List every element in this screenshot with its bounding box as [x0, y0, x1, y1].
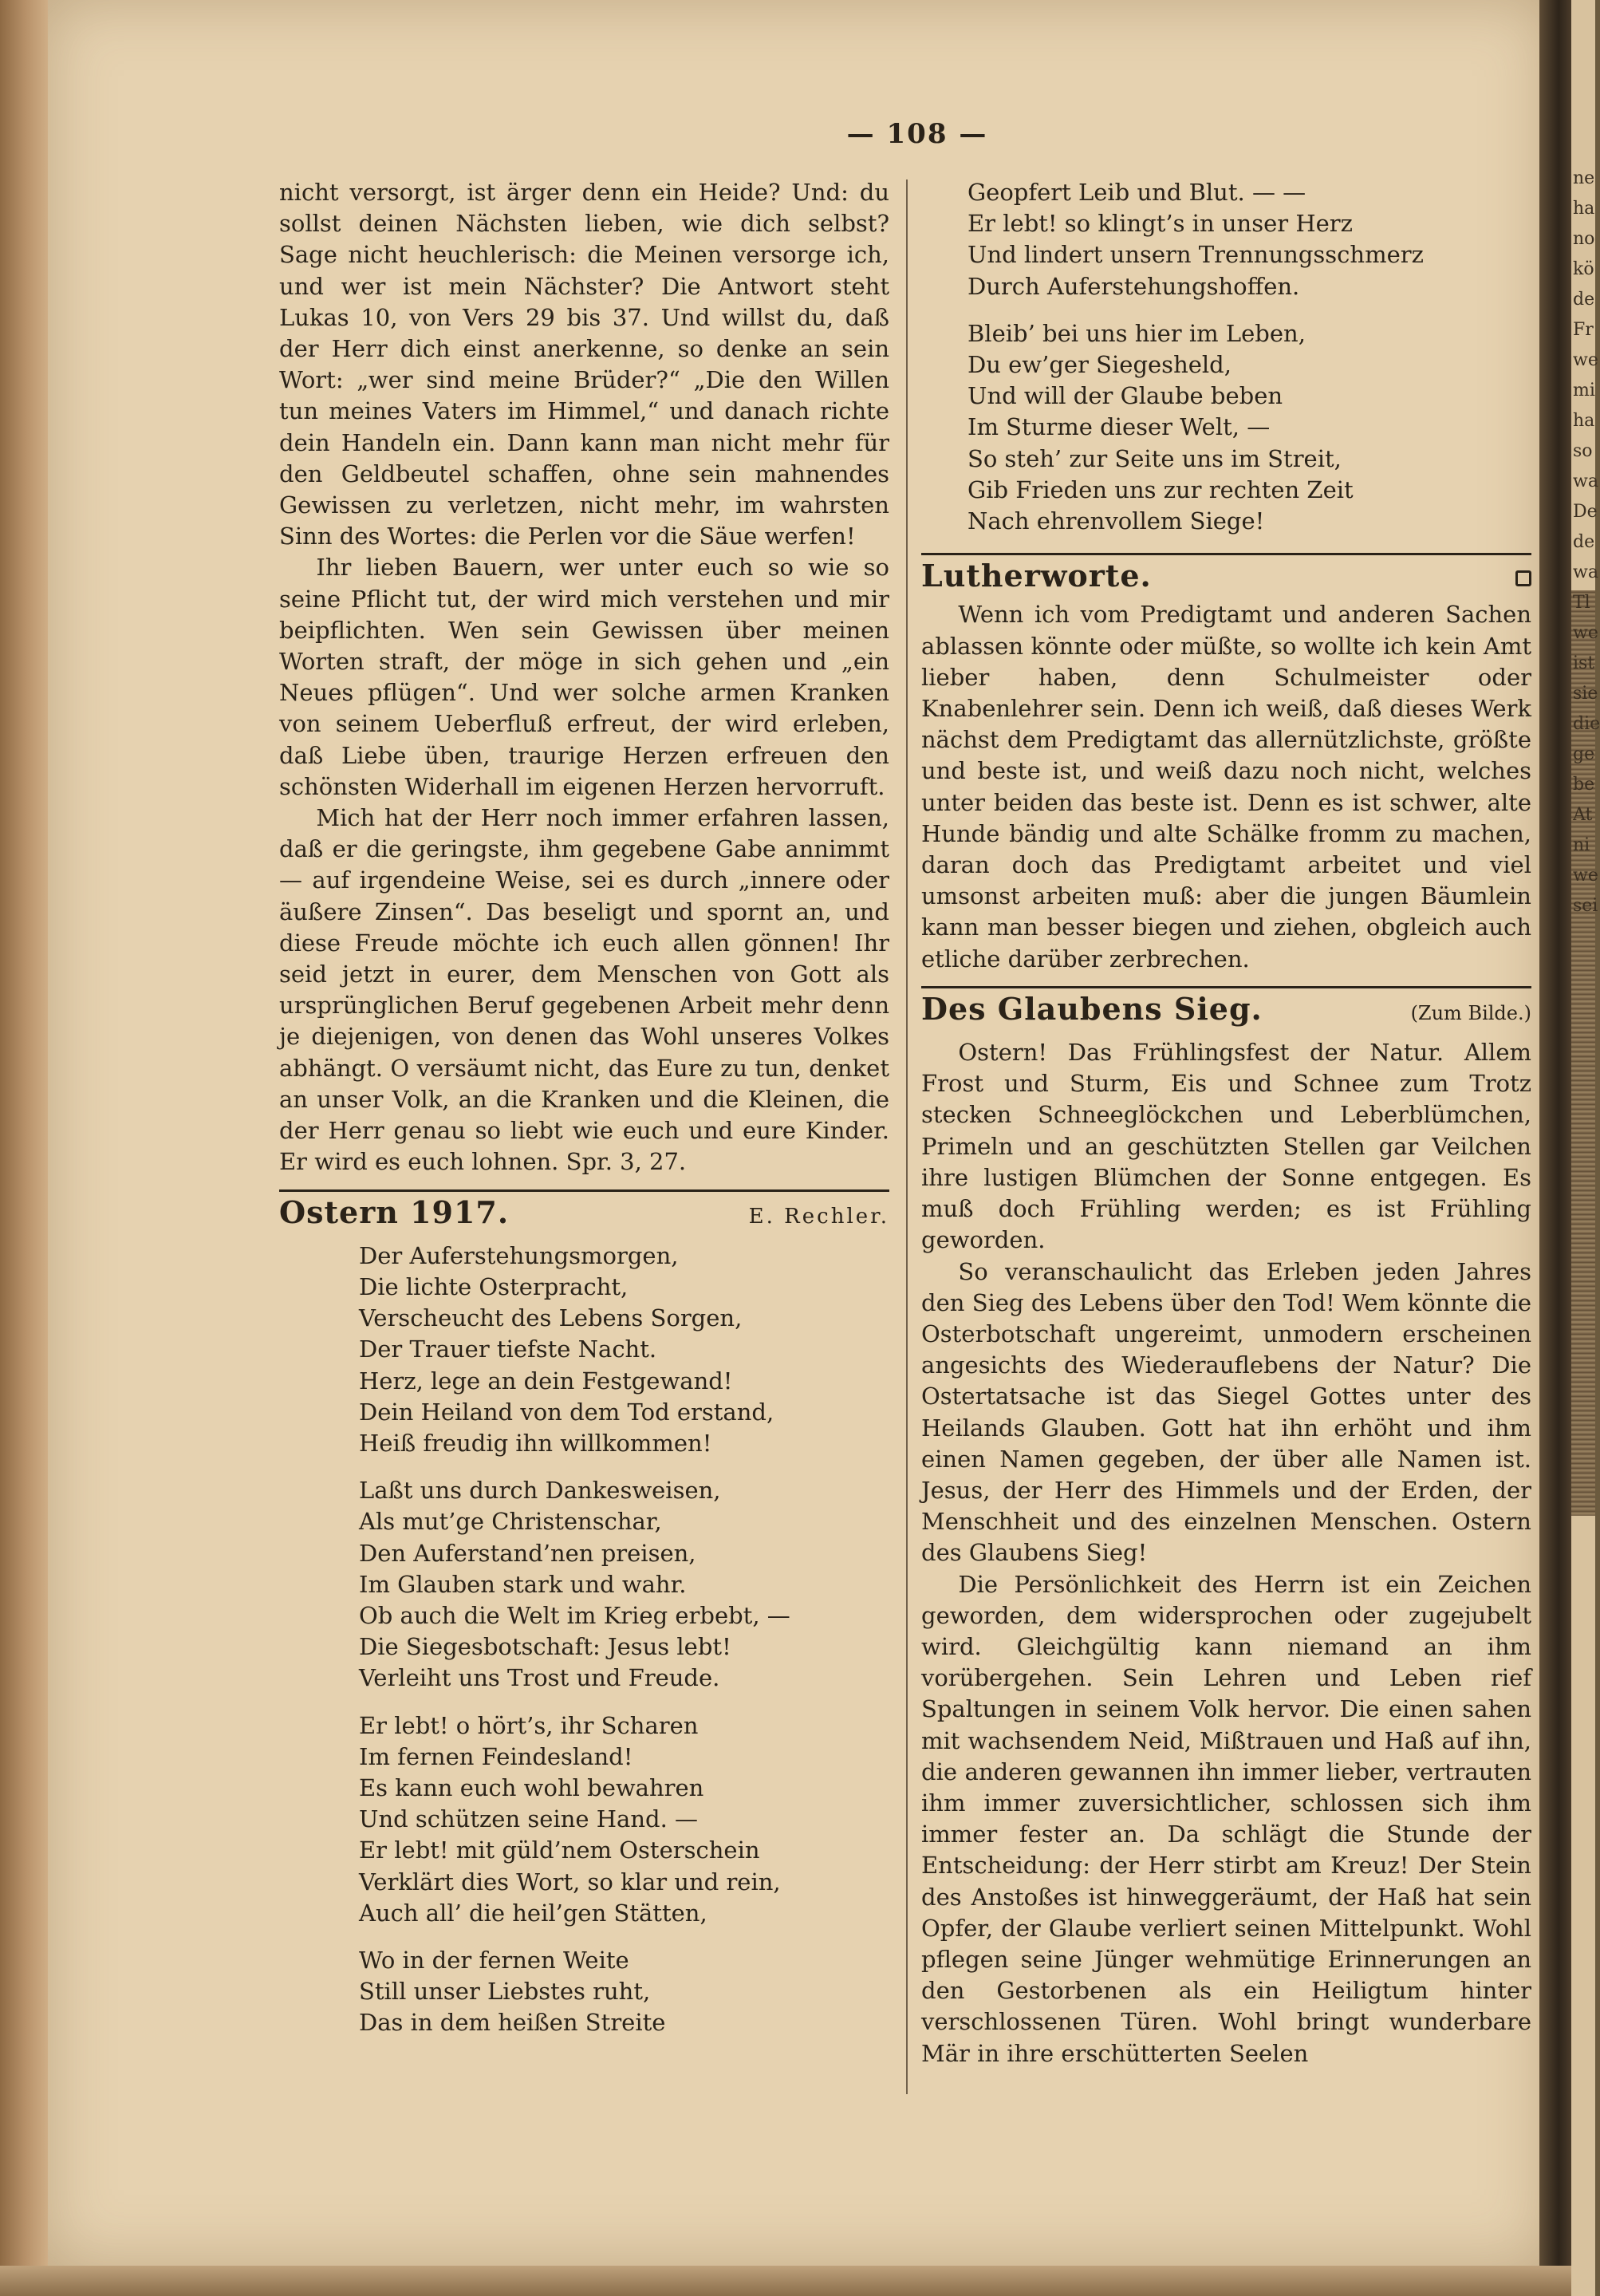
- paragraph: nicht versorgt, ist ärger denn ein Heide? Und: du sollst deinen Nächsten lieben, wie dich selbst? Sage nicht heuchlerisch: die Meinen versorge ich, und wer ist mein Nächster? Die Antwort steht Lukas 10, von Vers 29 bis 37. Und willst du, daß der Herr dich einst anerkenne, so denke an sein Wort: „wer sind meine Brüder?“ „Die den Willen tun meines Vaters im Himmel,“ und danach richte dein Handeln ein. Dann kann man nicht mehr für den Geldbeutel schaffen, ohne sein mahnendes Gewissen zu verletzen, nicht mehr, im wahrsten Sinn des Wortes: die Perlen vor die Säue werfen!: [279, 179, 889, 550]
- poem-author: E. Rechler.: [748, 1204, 889, 1229]
- luther-quote: Wenn ich vom Predigtamt und anderen Sachen ablassen könnte oder müßte, so wollte ich kein Amt lieber haben, denn Schulmeister oder Knabenlehrer sein. Denn ich weiß, daß dieses Werk nächst dem Predigtamt das allernützlichste, größte und beste ist, und weiß dazu noch nicht, welches unter beiden das beste ist. Denn es ist schwer, alte Hunde bändig und alte Schälke fromm zu machen, daran doch das Predigtamt arbeitet und viel umsonst arbeiten muß: aber die jungen Bäumlein kann man besser biegen und ziehen, obgleich auch etliche darüber zerbrechen.: [921, 601, 1531, 972]
- luther-title: Lutherworte.: [921, 558, 1152, 594]
- poem-line: Still unser Liebstes ruht,: [359, 1978, 651, 2006]
- poem-line: Im Glauben stark und wahr.: [359, 1570, 687, 1598]
- poem-stanza: [359, 1945, 889, 2039]
- poem-line: Heiß freudig ihn willkommen!: [359, 1429, 712, 1457]
- next-page-fragment: ist: [1573, 653, 1595, 673]
- book-gutter: [1539, 0, 1571, 2296]
- poem-line: Die lichte Osterpracht,: [359, 1272, 629, 1300]
- sieg-header: [921, 990, 1531, 1029]
- poem-line: Der Trauer tiefste Nacht.: [359, 1335, 657, 1363]
- section-divider: [921, 553, 1531, 555]
- next-page-fragment: ge: [1573, 744, 1595, 764]
- next-page-edge: [1571, 0, 1600, 2296]
- poem-line: Und will der Glaube beben: [967, 382, 1283, 410]
- poem-line: Als mut’ge Christenschar,: [359, 1508, 662, 1536]
- sieg-note: (Zum Bilde.): [1410, 1001, 1531, 1024]
- section-divider: [921, 986, 1531, 988]
- poem-stanza: [359, 1475, 889, 1694]
- paragraph: Die Persönlichkeit des Herrn ist ein Zeichen geworden, dem widersprochen oder zugejubelt wird. Gleichgültig kann niemand an ihm vorübergehen. Sein Lehren und Leben rief Spaltungen in seinem Volk hervor. Die einen sahen mit wachsendem Neid, Mißtrauen und Haß auf ihn, die anderen gewannen ihn immer lieber, vertrauten ihm immer zuversichtlicher, schlossen sich ihm immer fester an. Da schlägt die Stunde der Entscheidung: der Herr stirbt am Kreuz! Der Stein des Anstoßes ist hinweggeräumt, der Haß hat sein Opfer, der Glaube verliert seinen Mittelpunkt. Wohl pflegen seine Jünger wehmütige Erinnerungen an den Gestorbenen als ein Heiligtum hinter verschlossenen Türen. Wohl bringt wunderbare Mär in ihre erschütterten Seelen: [921, 1570, 1531, 2067]
- next-page-fragment: Fr: [1573, 320, 1594, 340]
- poem-line: Den Auferstand’nen preisen,: [359, 1539, 696, 1567]
- next-page-fragment: so: [1573, 441, 1593, 461]
- right-column: [921, 177, 1531, 2069]
- poem-line: Verscheucht des Lebens Sorgen,: [359, 1304, 743, 1332]
- paragraph: Ostern! Das Frühlingsfest der Natur. Allem Frost und Sturm, Eis und Schnee zum Trotz stecken Schneeglöckchen und Leberblümchen, Primeln und an geschützten Stellen gar Veilchen ihre lustigen Blümchen der Sonne entgegen. Es muß doch Frühling werden; es ist Frühling geworden.: [921, 1039, 1531, 1254]
- poem-line: Gib Frieden uns zur rechten Zeit: [967, 475, 1354, 503]
- paragraph: So veranschaulicht das Erleben jeden Jahres den Sieg des Lebens über den Tod! Wem könnte die Osterbotschaft ungereimt, unmodern erscheinen angesichts des Wiederauflebens der Natur? Die Ostertatsache ist das Siegel Gottes unter des Heilands Glauben. Gott hat ihn erhöht und ihm einen Namen gegeben, der über alle Namen ist. Jesus, der Herr des Himmels und der Erden, der Menschheit und des einzelnen Menschen. Ostern des Glaubens Sieg!: [921, 1257, 1531, 1567]
- poem-line: So steh’ zur Seite uns im Streit,: [967, 444, 1342, 472]
- poem-line: Er lebt! so klingt’s in unser Herz: [967, 210, 1353, 238]
- next-page-fragment: we: [1573, 350, 1598, 370]
- poem-line: Bleib’ bei uns hier im Leben,: [967, 319, 1306, 347]
- next-page-fragment: die: [1573, 714, 1600, 734]
- next-page-fragment: mi: [1573, 381, 1595, 400]
- next-page-fragment: de: [1573, 290, 1595, 310]
- next-page-fragment: ne: [1573, 168, 1595, 188]
- page-number: — 108 —: [846, 118, 988, 150]
- next-page-fragment: Tl: [1573, 593, 1590, 613]
- poem-header: [279, 1193, 889, 1233]
- next-page-fragment: At: [1573, 805, 1593, 825]
- poem-line: Und lindert unsern Trennungsschmerz: [967, 241, 1424, 269]
- poem-line: Im Sturme dieser Welt, —: [967, 413, 1271, 441]
- book-edge-bottom: [0, 2266, 1571, 2296]
- poem-line: Das in dem heißen Streite: [359, 2009, 666, 2037]
- poem-line: Er lebt! mit güld’nem Osterschein: [359, 1836, 760, 1864]
- next-page-fragment: de: [1573, 532, 1595, 552]
- poem-line: Geopfert Leib und Blut. — —: [967, 179, 1306, 206]
- book-edge-left: [0, 0, 48, 2296]
- next-page-fragment: ha: [1573, 199, 1595, 219]
- poem-line: Verklärt dies Wort, so klar und rein,: [359, 1868, 781, 1896]
- poem-line: Durch Auferstehungshoffen.: [967, 272, 1300, 300]
- poem-line: Nach ehrenvollem Siege!: [967, 507, 1265, 535]
- poem-stanza: [967, 177, 1531, 302]
- poem-line: Dein Heiland von dem Tod erstand,: [359, 1398, 774, 1426]
- paragraph: Mich hat der Herr noch immer erfahren lassen, daß er die geringste, ihm gegebene Gabe annimmt — auf irgendeine Weise, sei es durch „innere oder äußere Zinsen“. Das beseligt und spornt an, und diese Freude möchte ich euch allen gönnen! Ihr seid jetzt in eurer, dem Menschen von Gott als ursprünglichen Beruf gegebenen Arbeit mehr denn je diejenigen, von denen das Wohl unseres Volkes abhängt. O versäumt nicht, das Eure zu tun, denket an unser Volk, an die Kranken und die Kleinen, die der Herr genau so liebt wie euch und eure Kinder. Er wird es euch lohnen. Spr. 3, 27.: [279, 804, 889, 1176]
- paragraph: Ihr lieben Bauern, wer unter euch so wie so seine Pflicht tut, der wird mich verstehen und mir beipflichten. Wen sein Gewissen über meinen Worten straft, der möge in sich gehen und „ein Neues pflügen“. Und wer solche armen Kranken von seinem Ueberfluß erfreut, der wird erleben, daß Liebe üben, traurige Herzen erfreuen den schönsten Widerhall im eigenen Herzen hervorruft.: [279, 554, 889, 800]
- section-divider: [279, 1189, 889, 1192]
- column-divider: [906, 179, 908, 2094]
- next-page-fragment: we: [1573, 866, 1598, 886]
- next-page-fragment: wa: [1573, 562, 1598, 582]
- poem-line: Herz, lege an dein Festgewand!: [359, 1367, 733, 1395]
- next-page-fragment: wa: [1573, 471, 1598, 491]
- next-page-fragment: sie: [1573, 684, 1598, 704]
- poem-line: Im fernen Feindesland!: [359, 1742, 633, 1770]
- poem-line: Auch all’ die heil’gen Stätten,: [359, 1899, 707, 1927]
- poem-title: Ostern 1917.: [279, 1193, 510, 1230]
- poem: [279, 1241, 889, 2039]
- next-page-fragment: we: [1573, 623, 1598, 643]
- next-page-text: [1571, 164, 1600, 921]
- square-ornament-icon: [1515, 570, 1531, 586]
- poem-line: Er lebt! o hört’s, ihr Scharen: [359, 1711, 699, 1739]
- poem-continuation: [921, 177, 1531, 537]
- next-page-fragment: ni: [1573, 835, 1590, 855]
- poem-stanza: [359, 1241, 889, 1459]
- left-column: [279, 177, 889, 2055]
- poem-stanza: [359, 1710, 889, 1929]
- luther-header: [921, 558, 1531, 594]
- poem-line: Der Auferstehungsmorgen,: [359, 1241, 679, 1269]
- poem-line: Du ew’ger Siegesheld,: [967, 351, 1232, 379]
- next-page-fragment: sei: [1573, 896, 1598, 916]
- sieg-title: Des Glaubens Sieg.: [921, 990, 1263, 1027]
- poem-line: Wo in der fernen Weite: [359, 1946, 629, 1974]
- poem-line: Es kann euch wohl bewahren: [359, 1773, 704, 1801]
- next-page-fragment: kö: [1573, 259, 1594, 279]
- next-page-fragment: ha: [1573, 411, 1595, 431]
- poem-line: Ob auch die Welt im Krieg erbebt, —: [359, 1601, 790, 1629]
- poem-line: Und schützen seine Hand. —: [359, 1805, 699, 1833]
- next-page-fragment: no: [1573, 229, 1595, 249]
- poem-line: Die Siegesbotschaft: Jesus lebt!: [359, 1633, 731, 1661]
- poem-stanza: [967, 318, 1531, 537]
- poem-line: Verleiht uns Trost und Freude.: [359, 1664, 720, 1692]
- next-page-fragment: be: [1573, 775, 1595, 795]
- poem-line: Laßt uns durch Dankesweisen,: [359, 1477, 721, 1505]
- next-page-fragment: De: [1573, 502, 1598, 522]
